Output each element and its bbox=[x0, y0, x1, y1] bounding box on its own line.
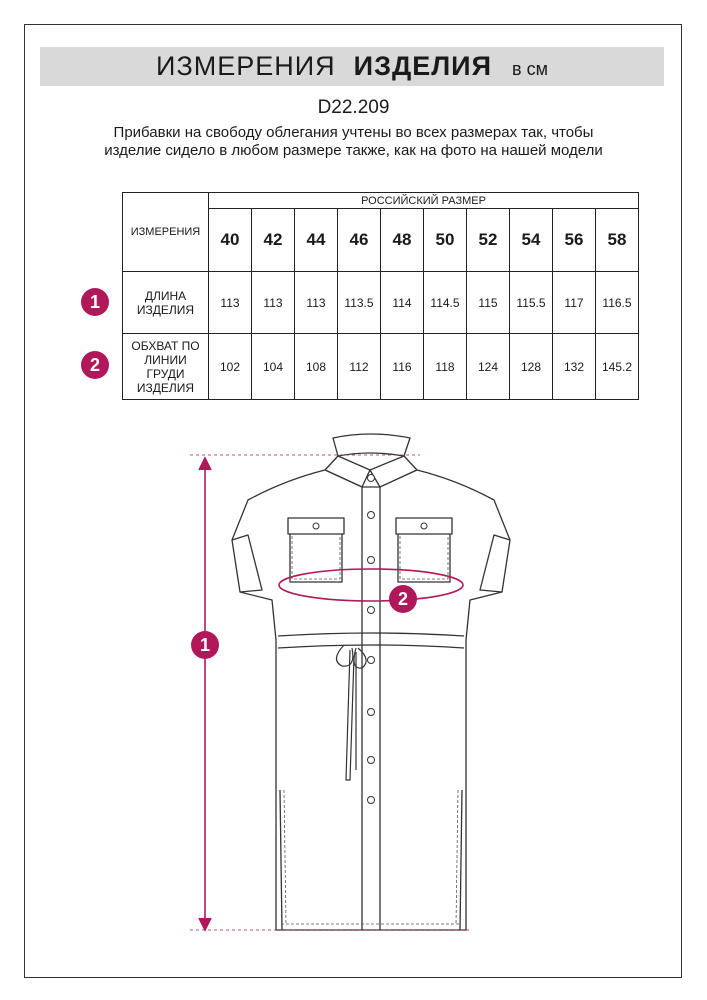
product-code: D22.209 bbox=[317, 97, 390, 118]
table-cell: 112 bbox=[338, 334, 381, 400]
table-cell: 118 bbox=[424, 334, 467, 400]
row-label-line: ИЗДЕЛИЯ bbox=[136, 302, 195, 317]
size-58: 58 bbox=[596, 209, 639, 272]
dress-outline bbox=[232, 434, 510, 930]
table-cell: 128 bbox=[510, 334, 553, 400]
table-cell: 116.5 bbox=[596, 272, 639, 334]
size-56: 56 bbox=[553, 209, 596, 272]
size-50: 50 bbox=[424, 209, 467, 272]
size-46: 46 bbox=[338, 209, 381, 272]
chest-marker-badge: 2 bbox=[389, 585, 417, 613]
table-cell: 115.5 bbox=[510, 272, 553, 334]
size-48: 48 bbox=[381, 209, 424, 272]
table-cell: 117 bbox=[553, 272, 596, 334]
table-cell: 114.5 bbox=[424, 272, 467, 334]
table-cell: 124 bbox=[467, 334, 510, 400]
row-label-line: ОБХВАТ ПО bbox=[131, 338, 200, 353]
table-cell: 113 bbox=[252, 272, 295, 334]
table-cell: 114 bbox=[381, 272, 424, 334]
table-cell: 115 bbox=[467, 272, 510, 334]
table-cell: 102 bbox=[209, 334, 252, 400]
title-part2: ИЗДЕЛИЯ bbox=[353, 51, 492, 81]
table-cell: 116 bbox=[381, 334, 424, 400]
table-cell: 132 bbox=[553, 334, 596, 400]
length-marker-badge: 1 bbox=[191, 631, 219, 659]
size-44: 44 bbox=[295, 209, 338, 272]
table-cell: 113.5 bbox=[338, 272, 381, 334]
size-52: 52 bbox=[467, 209, 510, 272]
row-label-line: ДЛИНА bbox=[144, 288, 187, 303]
row-badge-chest: 2 bbox=[81, 351, 109, 379]
table-cell: 113 bbox=[295, 272, 338, 334]
row-label-line: ИЗДЕЛИЯ bbox=[136, 380, 195, 395]
measurements-header: ИЗМЕРЕНИЯ bbox=[123, 193, 209, 272]
row-badge-length: 1 bbox=[81, 288, 109, 316]
title-part1: ИЗМЕРЕНИЯ bbox=[156, 51, 336, 81]
table-cell: 108 bbox=[295, 334, 338, 400]
row-label-line: ЛИНИИ bbox=[144, 352, 187, 367]
fit-note: Прибавки на свободу облегания учтены во всех размерах так, чтобы изделие сидело в любом размере также, как на фото на нашей модели bbox=[104, 124, 603, 159]
length-line bbox=[199, 458, 211, 930]
table-cell: 145.2 bbox=[596, 334, 639, 400]
table-cell: 113 bbox=[209, 272, 252, 334]
size-40: 40 bbox=[209, 209, 252, 272]
row-label-line: ГРУДИ bbox=[146, 366, 185, 381]
size-54: 54 bbox=[510, 209, 553, 272]
size-group-header: РОССИЙСКИЙ РАЗМЕР bbox=[209, 193, 639, 209]
size-42: 42 bbox=[252, 209, 295, 272]
title-unit: в см bbox=[512, 59, 548, 79]
table-cell: 104 bbox=[252, 334, 295, 400]
